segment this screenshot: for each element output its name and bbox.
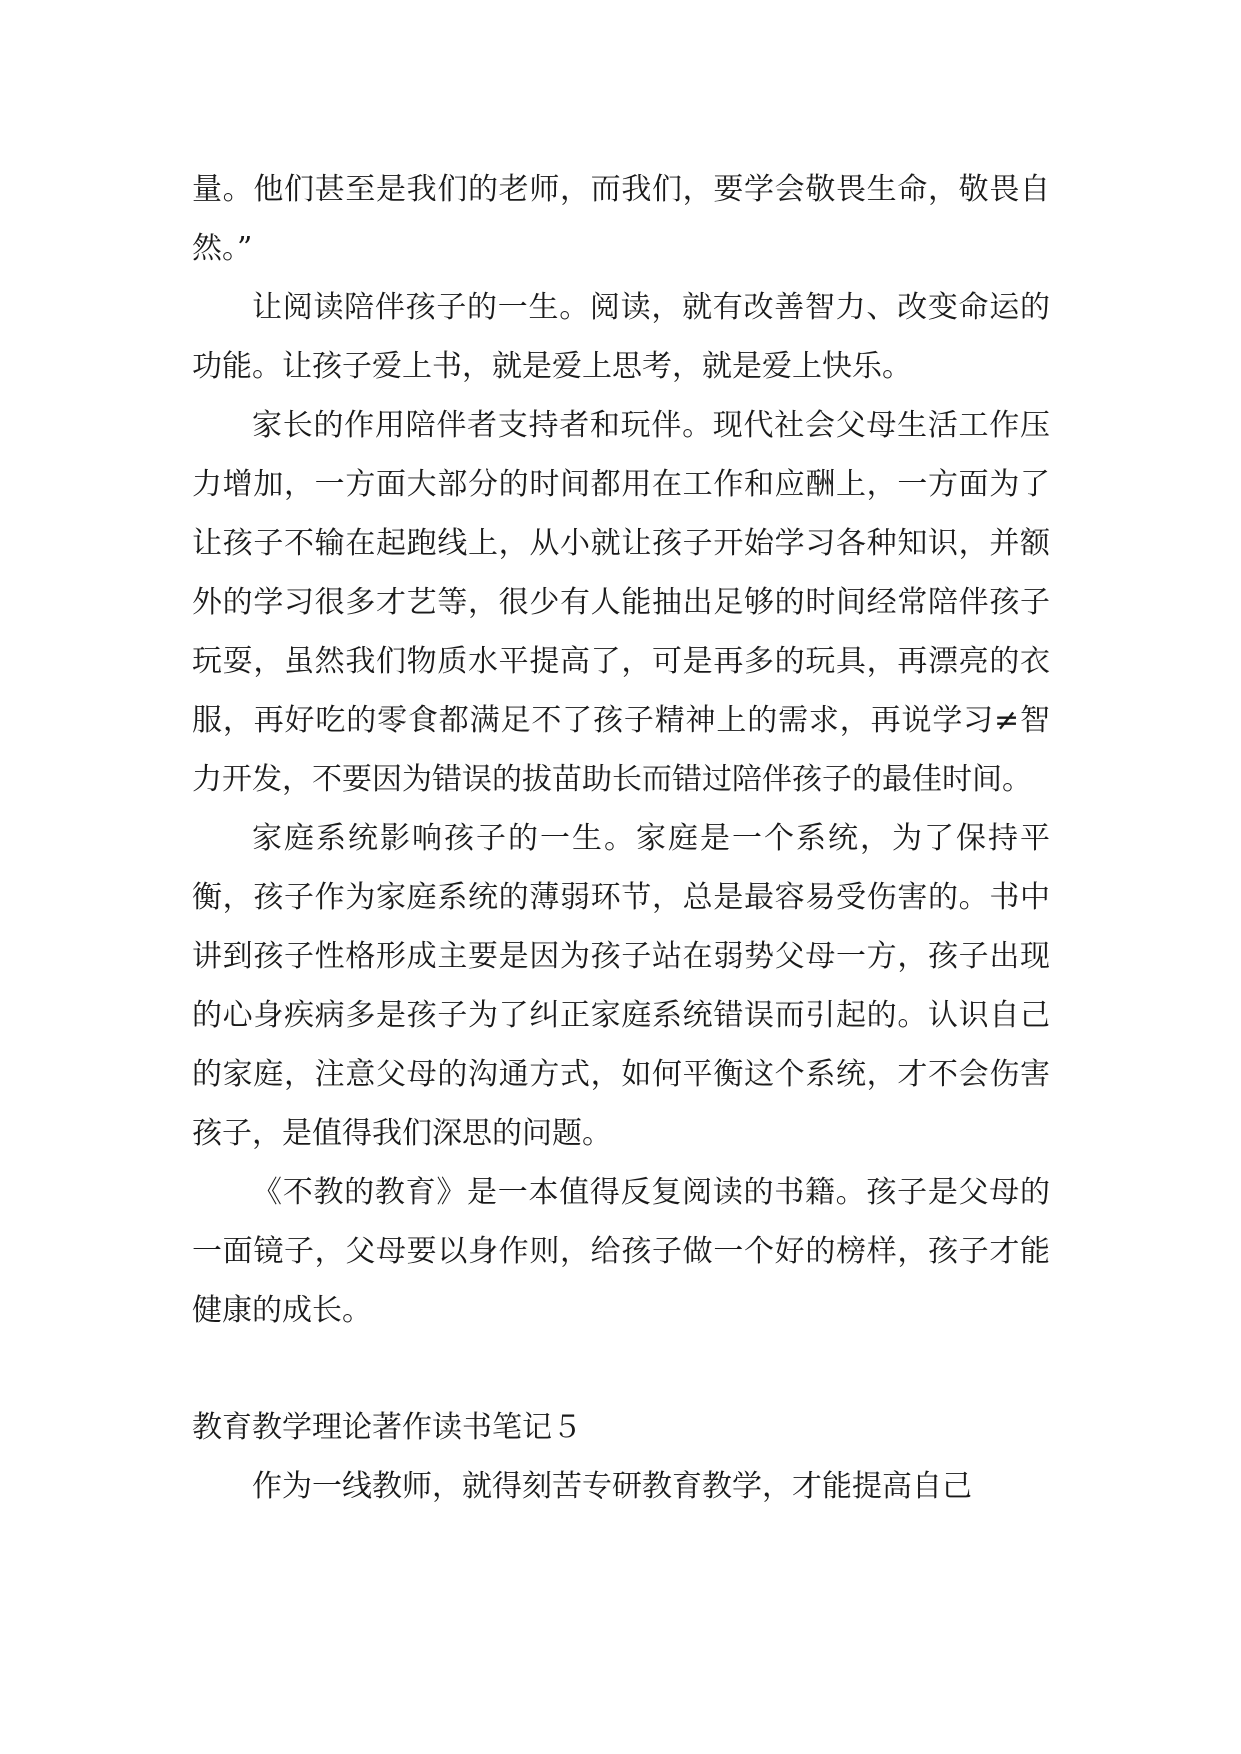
document-body	[192, 160, 1050, 1516]
section-spacer	[192, 1340, 1050, 1398]
paragraph-family-system: 家庭系统影响孩子的一生。家庭是一个系统，为了保持平衡，孩子作为家庭系统的薄弱环节，总是最容易受伤害的。书中讲到孩子性格形成主要是因为孩子站在弱势父母一方，孩子出现的心身疾病多是孩子为了纠正家庭系统错误而引起的。认识自己的家庭，注意父母的沟通方式，如何平衡这个系统，才不会伤害孩子，是值得我们深思的问题。	[192, 821, 1050, 1151]
paragraph-reading: 让阅读陪伴孩子的一生。阅读，就有改善智力、改变命运的功能。让孩子爱上书，就是爱上思考，就是爱上快乐。	[192, 290, 1050, 384]
paragraph-teacher: 作为一线教师，就得刻苦专研教育教学，才能提高自己	[252, 1469, 972, 1504]
paragraph-parent-role: 家长的作用陪伴者支持者和玩伴。现代社会父母生活工作压力增加，一方面大部分的时间都用在工作和应酬上，一方面为了让孩子不输在起跑线上，从小就让孩子开始学习各种知识，并额外的学习很多才艺等，很少有人能抽出足够的时间经常陪伴孩子玩耍，虽然我们物质水平提高了，可是再多的玩具，再漂亮的衣服，再好吃的零食都满足不了孩子精神上的需求，再说学习≠智力开发，不要因为错误的拔苗助长而错过陪伴孩子的最佳时间。	[192, 408, 1050, 797]
section-heading: 教育教学理论著作读书笔记５	[192, 1410, 582, 1445]
paragraph-book-summary: 《不教的教育》是一本值得反复阅读的书籍。孩子是父母的一面镜子，父母要以身作则，给孩子做一个好的榜样，孩子才能健康的成长。	[192, 1175, 1050, 1328]
paragraph-continuation: 量。他们甚至是我们的老师，而我们，要学会敬畏生命，敬畏自然。”	[192, 172, 1050, 266]
